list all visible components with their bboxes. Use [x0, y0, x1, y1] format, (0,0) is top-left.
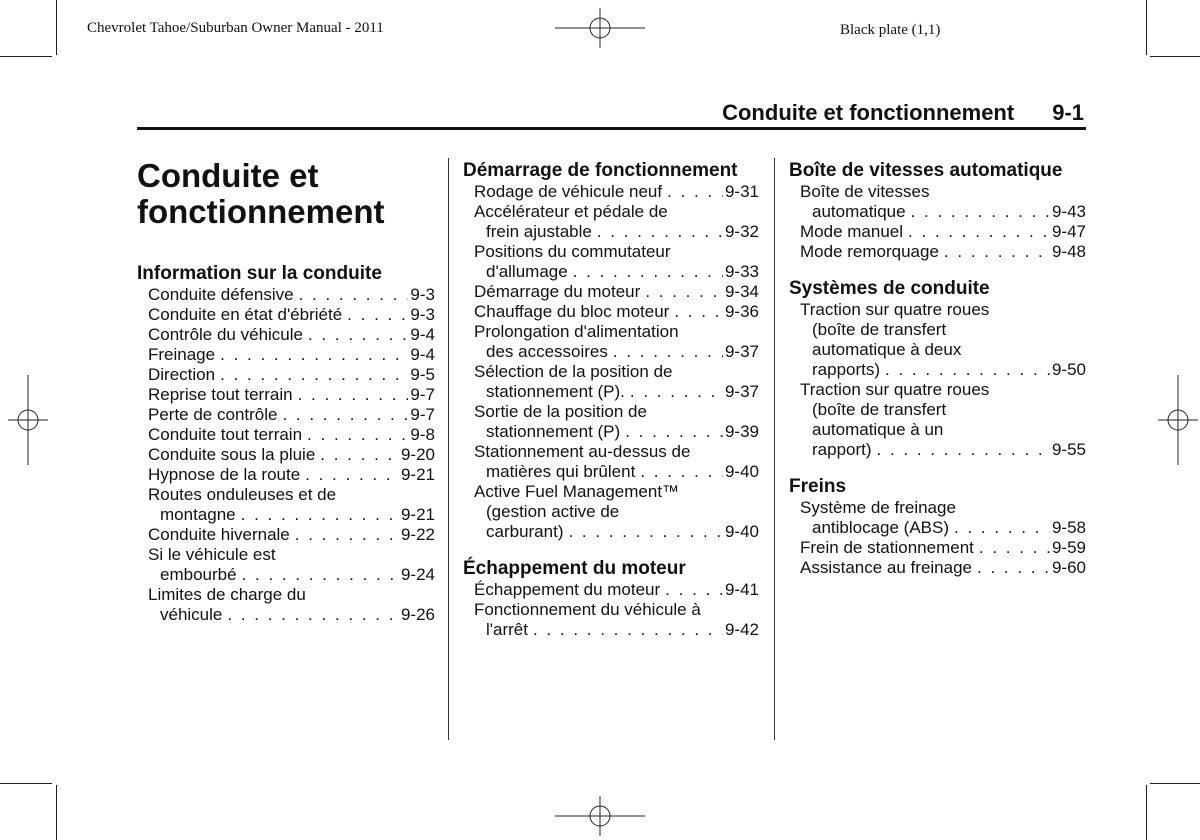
- toc-entry[interactable]: [463, 362, 759, 402]
- toc-page-number: 9-20: [400, 445, 435, 464]
- toc-entry[interactable]: [463, 402, 759, 442]
- registration-mark-icon: [8, 375, 48, 465]
- toc-column: [463, 160, 759, 640]
- crop-mark: [56, 0, 57, 55]
- toc-page-number: 9-5: [410, 365, 435, 384]
- toc-entry-text: Positions du commutateur: [474, 242, 671, 261]
- toc-entry[interactable]: [463, 600, 759, 640]
- print-header-left: Chevrolet Tahoe/Suburban Owner Manual - 2011: [87, 20, 384, 36]
- toc-entry[interactable]: [137, 425, 435, 445]
- toc-page-number: 9-48: [1051, 242, 1086, 261]
- dot-leader: [227, 605, 399, 625]
- toc-entry[interactable]: [463, 322, 759, 362]
- dot-leader: [533, 620, 723, 640]
- toc-entry-row: [800, 242, 1086, 262]
- dot-leader: [640, 462, 723, 482]
- toc-entry[interactable]: [137, 325, 435, 345]
- toc-page-number: 9-40: [724, 462, 759, 481]
- toc-entry[interactable]: [137, 405, 435, 425]
- toc-page-number: 9-40: [724, 522, 759, 541]
- crop-mark: [0, 783, 52, 784]
- toc-entry-row: [148, 605, 435, 625]
- toc-entry[interactable]: [463, 202, 759, 242]
- registration-mark-icon: [1158, 375, 1198, 465]
- toc-page-number: 9-3: [410, 285, 435, 304]
- section-title: Échappement du moteur: [463, 558, 686, 579]
- toc-page-number: 9-60: [1051, 558, 1086, 577]
- toc-entry-text: Conduite tout terrain: [148, 425, 303, 444]
- toc-entry-row: [474, 342, 759, 362]
- toc-entry-text: d'allumage: [486, 262, 568, 281]
- dot-leader: [295, 525, 399, 545]
- toc-entry-text: Mode remorquage: [800, 242, 939, 261]
- dot-leader: [220, 345, 408, 365]
- toc-entry-text: Assistance au freinage: [800, 558, 972, 577]
- dot-leader: [242, 565, 399, 585]
- section-title: Freins: [789, 476, 847, 497]
- toc-entry-row: [474, 422, 759, 442]
- dot-leader: [299, 285, 409, 305]
- toc-entry[interactable]: [137, 305, 435, 325]
- toc-entry-text: montagne: [160, 505, 236, 524]
- toc-page-number: 9-24: [400, 565, 435, 584]
- registration-mark-icon: [555, 8, 645, 48]
- toc-entry-row: [148, 285, 435, 305]
- toc-entry-text: Accélérateur et pédale de: [474, 202, 668, 221]
- toc-entry-text: rapport): [812, 440, 872, 459]
- toc-entry[interactable]: [463, 302, 759, 322]
- running-title: [722, 100, 1084, 126]
- toc-entry-row: [474, 462, 759, 482]
- toc-entry-row: [148, 565, 435, 585]
- toc-page-number: 9-4: [410, 325, 435, 344]
- section-title: Démarrage de fonctionnement: [463, 160, 738, 181]
- toc-entry-row: [148, 425, 435, 445]
- toc-entry-row: [474, 282, 759, 302]
- toc-entry-text: (boîte de transfert: [812, 320, 947, 339]
- toc-entry[interactable]: [463, 580, 759, 600]
- crop-mark: [1150, 783, 1200, 784]
- toc-entry-row: [800, 440, 1086, 460]
- toc-entry-text: automatique: [812, 202, 906, 221]
- dot-leader: [613, 342, 723, 362]
- toc-page-number: 9-58: [1051, 518, 1086, 537]
- toc-page-number: 9-43: [1051, 202, 1086, 221]
- toc-page-number: 9-21: [400, 465, 435, 484]
- toc-entry-row: [474, 222, 759, 242]
- dot-leader: [298, 385, 409, 405]
- toc-entry-text: Contrôle du véhicule: [148, 325, 303, 344]
- dot-leader: [307, 425, 408, 445]
- toc-entry-text: Fonctionnement du véhicule à: [474, 600, 701, 619]
- toc-entry-row: [148, 305, 435, 325]
- toc-entry-text: stationnement (P).: [486, 382, 625, 401]
- dot-leader: [282, 405, 408, 425]
- toc-entry[interactable]: [137, 345, 435, 365]
- toc-page-number: 9-42: [724, 620, 759, 639]
- toc-entry-row: [474, 382, 759, 402]
- toc-entry[interactable]: [463, 482, 759, 542]
- toc-entry-text: Freinage: [148, 345, 216, 364]
- toc-entry[interactable]: [137, 585, 435, 625]
- toc-page-number: 9-37: [724, 342, 759, 361]
- dot-leader: [320, 445, 399, 465]
- chapter-title: Conduite et fonctionnement: [137, 157, 385, 230]
- toc-entry-text: antiblocage (ABS): [812, 518, 950, 537]
- column-divider: [448, 158, 449, 740]
- dot-leader: [977, 558, 1050, 578]
- toc-entry-row: [148, 405, 435, 425]
- toc-entry-text: Échappement du moteur: [474, 580, 661, 599]
- toc-entry[interactable]: [137, 365, 435, 385]
- toc-entry-row: [148, 385, 435, 405]
- toc-entry-text: Démarrage du moteur: [474, 282, 641, 301]
- toc-entry-text: Si le véhicule est: [148, 545, 276, 564]
- toc-entry-text: Reprise tout terrain: [148, 385, 293, 404]
- toc-entry-text: matières qui brûlent: [486, 462, 636, 481]
- dot-leader: [911, 202, 1050, 222]
- toc-entry-row: [148, 465, 435, 485]
- toc-entry-row: [474, 522, 759, 542]
- toc-page-number: 9-33: [724, 262, 759, 281]
- toc-entry[interactable]: [789, 380, 1086, 460]
- dot-leader: [241, 505, 399, 525]
- toc-entry-text: Sélection de la position de: [474, 362, 673, 381]
- toc-page-number: 9-7: [410, 405, 435, 424]
- toc-entry-text: Boîte de vitesses: [800, 182, 930, 201]
- crop-mark: [56, 785, 57, 840]
- toc-entry-text: Stationnement au-dessus de: [474, 442, 691, 461]
- toc-entry[interactable]: [137, 525, 435, 545]
- toc-page-number: 9-3: [410, 305, 435, 324]
- page-number: 9-1: [1052, 100, 1084, 125]
- toc-entry-text: Hypnose de la route: [148, 465, 301, 484]
- toc-entry-row: [474, 182, 759, 202]
- toc-column: [789, 160, 1086, 578]
- dot-leader: [885, 360, 1050, 380]
- toc-column: [137, 263, 435, 625]
- toc-entry[interactable]: [789, 222, 1086, 242]
- toc-entry-row: [474, 262, 759, 282]
- running-title-text: Conduite et fonctionnement: [722, 100, 1015, 125]
- toc-entry[interactable]: [137, 445, 435, 465]
- toc-entry-row: [474, 620, 759, 640]
- toc-page-number: 9-41: [724, 580, 759, 599]
- dot-leader: [979, 538, 1050, 558]
- crop-mark: [0, 56, 52, 57]
- toc-entry-text: automatique à deux: [812, 340, 962, 359]
- toc-entry[interactable]: [789, 300, 1086, 380]
- toc-entry-row: [148, 345, 435, 365]
- dot-leader: [625, 422, 723, 442]
- toc-entry-text: (boîte de transfert: [812, 400, 947, 419]
- toc-entry-text: Active Fuel Management™: [474, 482, 680, 501]
- toc-page-number: 9-55: [1051, 440, 1086, 459]
- toc-entry-text: carburant): [486, 522, 564, 541]
- toc-entry-text: des accessoires: [486, 342, 608, 361]
- toc-entry-text: Mode manuel: [800, 222, 904, 241]
- toc-entry-row: [148, 325, 435, 345]
- toc-entry-text: Conduite défensive: [148, 285, 294, 304]
- toc-entry-text: stationnement (P): [486, 422, 621, 441]
- dot-leader: [944, 242, 1050, 262]
- toc-entry-text: Conduite sous la pluie: [148, 445, 316, 464]
- toc-entry-text: Routes onduleuses et de: [148, 485, 337, 504]
- toc-entry-row: [148, 365, 435, 385]
- toc-entry[interactable]: [789, 538, 1086, 558]
- toc-entry[interactable]: [789, 498, 1086, 538]
- toc-entry[interactable]: [463, 242, 759, 282]
- crop-mark: [1146, 0, 1147, 55]
- dot-leader: [573, 262, 723, 282]
- toc-page-number: 9-7: [410, 385, 435, 404]
- toc-page-number: 9-32: [724, 222, 759, 241]
- section-gap: [789, 262, 1086, 278]
- toc-entry[interactable]: [463, 442, 759, 482]
- dot-leader: [630, 382, 723, 402]
- toc-entry-row: [148, 505, 435, 525]
- toc-entry[interactable]: [137, 485, 435, 525]
- toc-entry-text: automatique à un: [812, 420, 944, 439]
- toc-entry[interactable]: [137, 285, 435, 305]
- toc-entry-text: l'arrêt: [486, 620, 528, 639]
- crop-mark: [1146, 785, 1147, 840]
- toc-page-number: 9-22: [400, 525, 435, 544]
- toc-entry-text: Traction sur quatre roues: [800, 300, 990, 319]
- toc-entry[interactable]: [463, 182, 759, 202]
- toc-entry-row: [474, 580, 759, 600]
- toc-entry-row: [148, 525, 435, 545]
- toc-entry-text: Système de freinage: [800, 498, 956, 517]
- toc-page-number: 9-47: [1051, 222, 1086, 241]
- toc-entry-row: [800, 222, 1086, 242]
- toc-page-number: 9-36: [724, 302, 759, 321]
- dot-leader: [347, 305, 408, 325]
- dot-leader: [305, 465, 399, 485]
- toc-page-number: 9-39: [724, 422, 759, 441]
- toc-page-number: 9-37: [724, 382, 759, 401]
- toc-entry[interactable]: [137, 545, 435, 585]
- toc-entry-text: Sortie de la position de: [474, 402, 647, 421]
- dot-leader: [667, 182, 723, 202]
- toc-entry-text: véhicule: [160, 605, 223, 624]
- toc-entry-row: [800, 202, 1086, 222]
- toc-page-number: 9-50: [1051, 360, 1086, 379]
- toc-page-number: 9-8: [410, 425, 435, 444]
- toc-entry-text: Perte de contrôle: [148, 405, 278, 424]
- dot-leader: [674, 302, 723, 322]
- header-rule: [137, 127, 1086, 130]
- section-title: Boîte de vitesses automatique: [789, 160, 1063, 181]
- toc-entry-text: (gestion active de: [486, 502, 620, 521]
- toc-entry-row: [800, 518, 1086, 538]
- toc-entry-row: [474, 302, 759, 322]
- toc-entry-row: [800, 558, 1086, 578]
- crop-mark: [1150, 56, 1200, 57]
- toc-entry-row: [800, 360, 1086, 380]
- toc-entry-row: [148, 445, 435, 465]
- section-gap: [463, 542, 759, 558]
- toc-page-number: 9-21: [400, 505, 435, 524]
- section-gap: [789, 460, 1086, 476]
- toc-entry-text: Rodage de véhicule neuf: [474, 182, 663, 201]
- section-title: Information sur la conduite: [137, 263, 382, 284]
- toc-entry-text: Traction sur quatre roues: [800, 380, 990, 399]
- dot-leader: [908, 222, 1050, 242]
- toc-entry-text: Chauffage du bloc moteur: [474, 302, 670, 321]
- toc-page-number: 9-4: [410, 345, 435, 364]
- registration-mark-icon: [555, 796, 645, 836]
- print-header-right: Black plate (1,1): [840, 22, 941, 38]
- dot-leader: [645, 282, 723, 302]
- toc-entry[interactable]: [789, 182, 1086, 222]
- dot-leader: [877, 440, 1050, 460]
- toc-entry-row: [800, 538, 1086, 558]
- toc-entry-text: Direction: [148, 365, 216, 384]
- toc-page-number: 9-34: [724, 282, 759, 301]
- toc-entry-text: Limites de charge du: [148, 585, 306, 604]
- toc-entry[interactable]: [789, 558, 1086, 578]
- toc-entry-text: Frein de stationnement: [800, 538, 974, 557]
- section-title: Systèmes de conduite: [789, 278, 990, 299]
- dot-leader: [665, 580, 723, 600]
- column-divider: [774, 158, 775, 740]
- toc-entry[interactable]: [463, 282, 759, 302]
- toc-entry-text: Conduite en état d'ébriété: [148, 305, 343, 324]
- toc-page-number: 9-31: [724, 182, 759, 201]
- dot-leader: [220, 365, 408, 385]
- dot-leader: [568, 522, 722, 542]
- dot-leader: [597, 222, 723, 242]
- toc-entry-text: Prolongation d'alimentation: [474, 322, 679, 341]
- dot-leader: [308, 325, 408, 345]
- dot-leader: [954, 518, 1050, 538]
- toc-entry-text: embourbé: [160, 565, 237, 584]
- toc-entry-text: rapports): [812, 360, 881, 379]
- toc-entry-text: frein ajustable: [486, 222, 592, 241]
- toc-entry[interactable]: [137, 385, 435, 405]
- toc-entry[interactable]: [137, 465, 435, 485]
- toc-page-number: 9-26: [400, 605, 435, 624]
- toc-page-number: 9-59: [1051, 538, 1086, 557]
- toc-entry[interactable]: [789, 242, 1086, 262]
- toc-entry-text: Conduite hivernale: [148, 525, 290, 544]
